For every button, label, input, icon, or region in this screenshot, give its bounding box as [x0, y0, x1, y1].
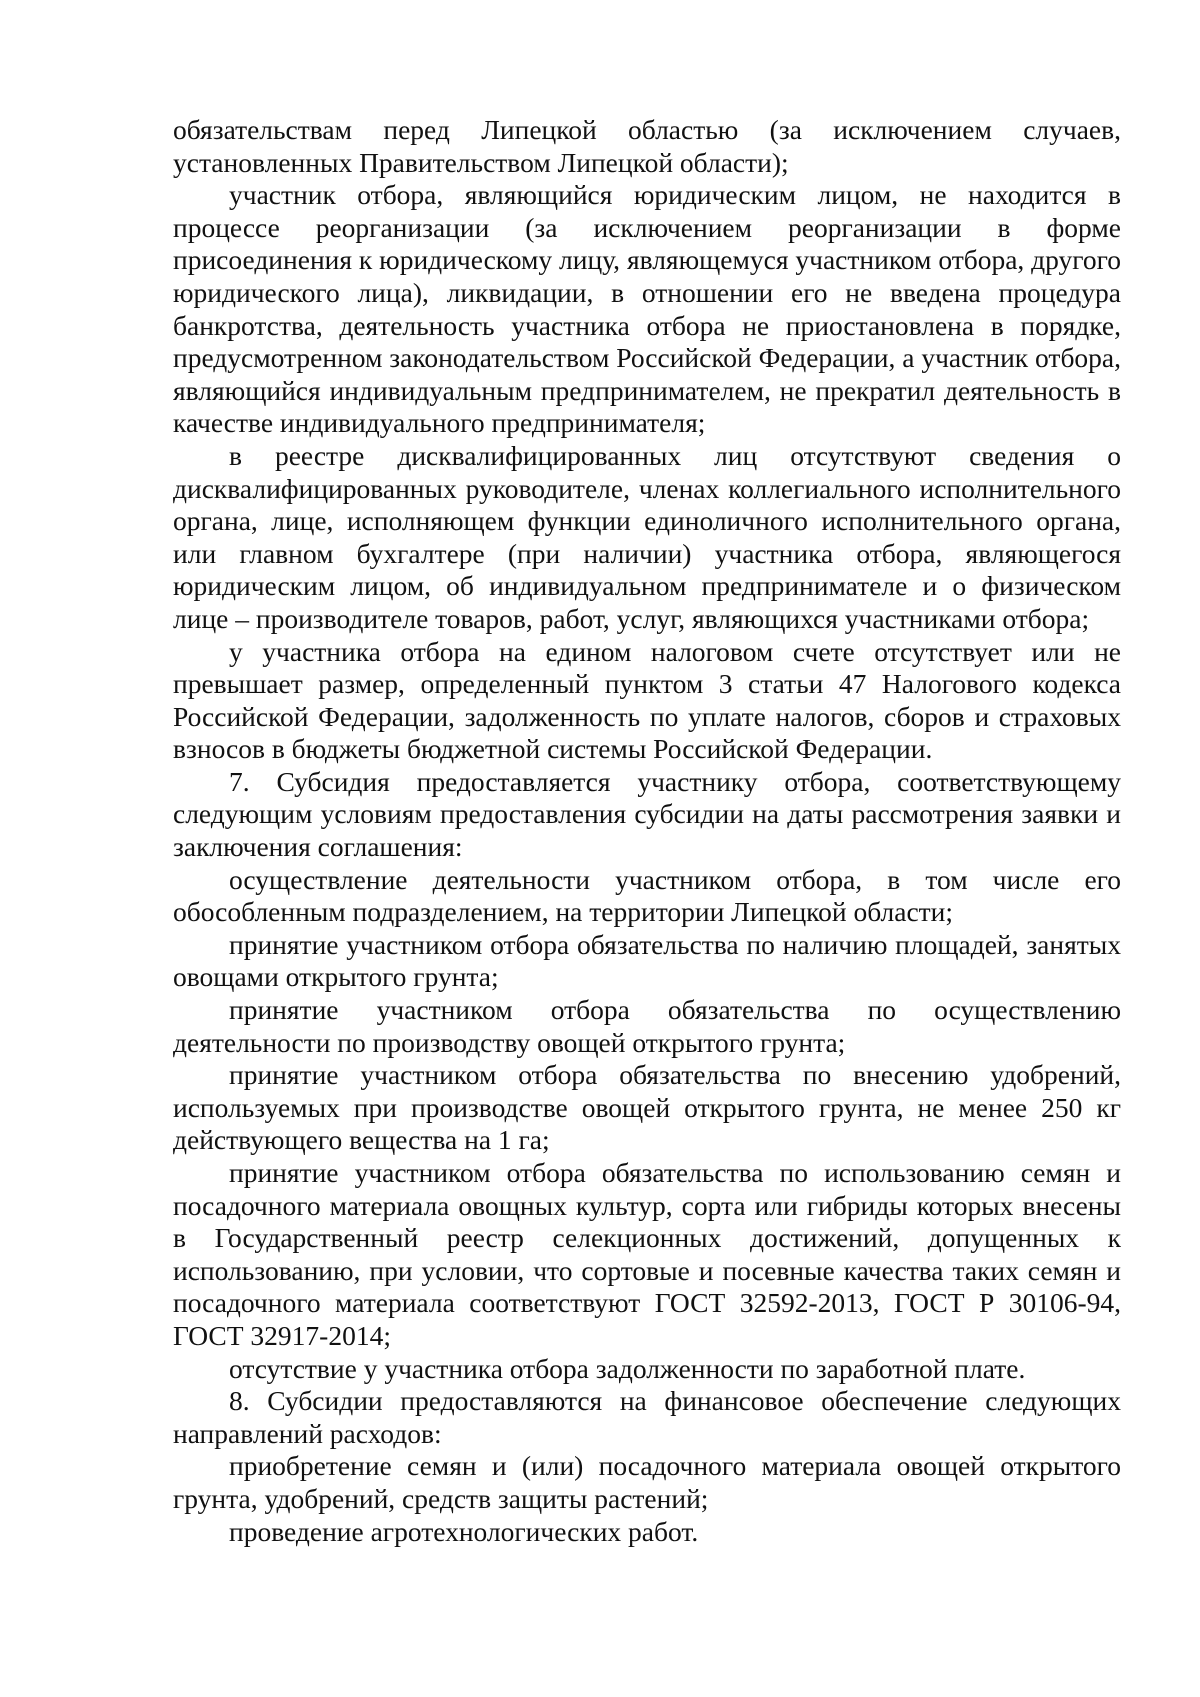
paragraph-expense-agrotech: проведение агротехнологических работ. [229, 1515, 699, 1547]
paragraph-item-7: 7. Субсидия предоставляется участнику отбора, соответствующему следующим условиям предоставления субсидии на даты рассмотрения заявки и заключения соглашения: [173, 765, 1121, 863]
paragraph-obligation-production: принятие участником отбора обязательства по осуществлению деятельности по производству овощей открытого грунта; [173, 994, 1121, 1058]
paragraph-obligation-seeds: принятие участником отбора обязательства по использованию семян и посадочного материала овощных культур, сорта или гибриды которых внесены в Государственный реестр селекционных достижений, допущенных к использованию, при условии, что сортовые и посевные качества таких семян и посадочного материала соответствуют ГОСТ 32592-2013, ГОСТ Р 30106-94, ГОСТ 32917-2014; [173, 1157, 1121, 1351]
paragraph-tax-debt: у участника отбора на едином налоговом счете отсутствует или не превышает размер, определенный пунктом 3 статьи 47 Налогового кодекса Российской Федерации, задолженность по уплате налогов, сборов и страховых взносов в бюджеты бюджетной системы Российской Федерации. [173, 635, 1121, 765]
paragraph-reorganization: участник отбора, являющийся юридическим лицом, не находится в процессе реорганизации (за исключением реорганизации в форме присоединения к юридическому лицу, являющемуся участником отбора, другого юридического лица), ликвидации, в отношении его не введена процедура банкротства, деятельность участника отбора не приостановлена в порядке, предусмотренном законодательством Российской Федерации, а участник отбора, являющийся индивидуальным предпринимателем, не прекратил деятельность в качестве индивидуального предпринимателя; [173, 179, 1122, 439]
paragraph-expense-purchase: приобретение семян и (или) посадочного материала овощей открытого грунта, удобрений, средств защиты растений; [173, 1450, 1121, 1514]
paragraph-obligation-fertilizers: принятие участником отбора обязательства по внесению удобрений, используемых при производстве овощей открытого грунта, не менее 250 кг действующего вещества на 1 га; [173, 1059, 1121, 1156]
paragraph-activity-territory: осуществление деятельности участником отбора, в том числе его обособленным подразделением, на территории Липецкой области; [173, 863, 1121, 928]
paragraph-disqualified-registry: в реестре дисквалифицированных лиц отсутствуют сведения о дисквалифицированных руководителе, членах коллегиального исполнительного органа, лице, исполняющем функции единоличного исполнительного органа, или главном бухгалтере (при наличии) участника отбора, являющегося юридическим лицом, об индивидуальном предпринимателе и о физическом лице – производителе товаров, работ, услуг, являющихся участниками отбора; [173, 439, 1121, 634]
paragraph-continuation: обязательствам перед Липецкой областью (за исключением случаев, установленных Правительством Липецкой области); [173, 114, 1121, 178]
paragraph-obligation-areas: принятие участником отбора обязательства по наличию площадей, занятых овощами открытого грунта; [173, 928, 1121, 993]
paragraph-item-8: 8. Субсидии предоставляются на финансовое обеспечение следующих направлений расходов: [173, 1385, 1121, 1449]
document-body [173, 114, 1121, 1548]
paragraph-no-wage-debt: отсутствие у участника отбора задолженности по заработной плате. [229, 1352, 1026, 1384]
